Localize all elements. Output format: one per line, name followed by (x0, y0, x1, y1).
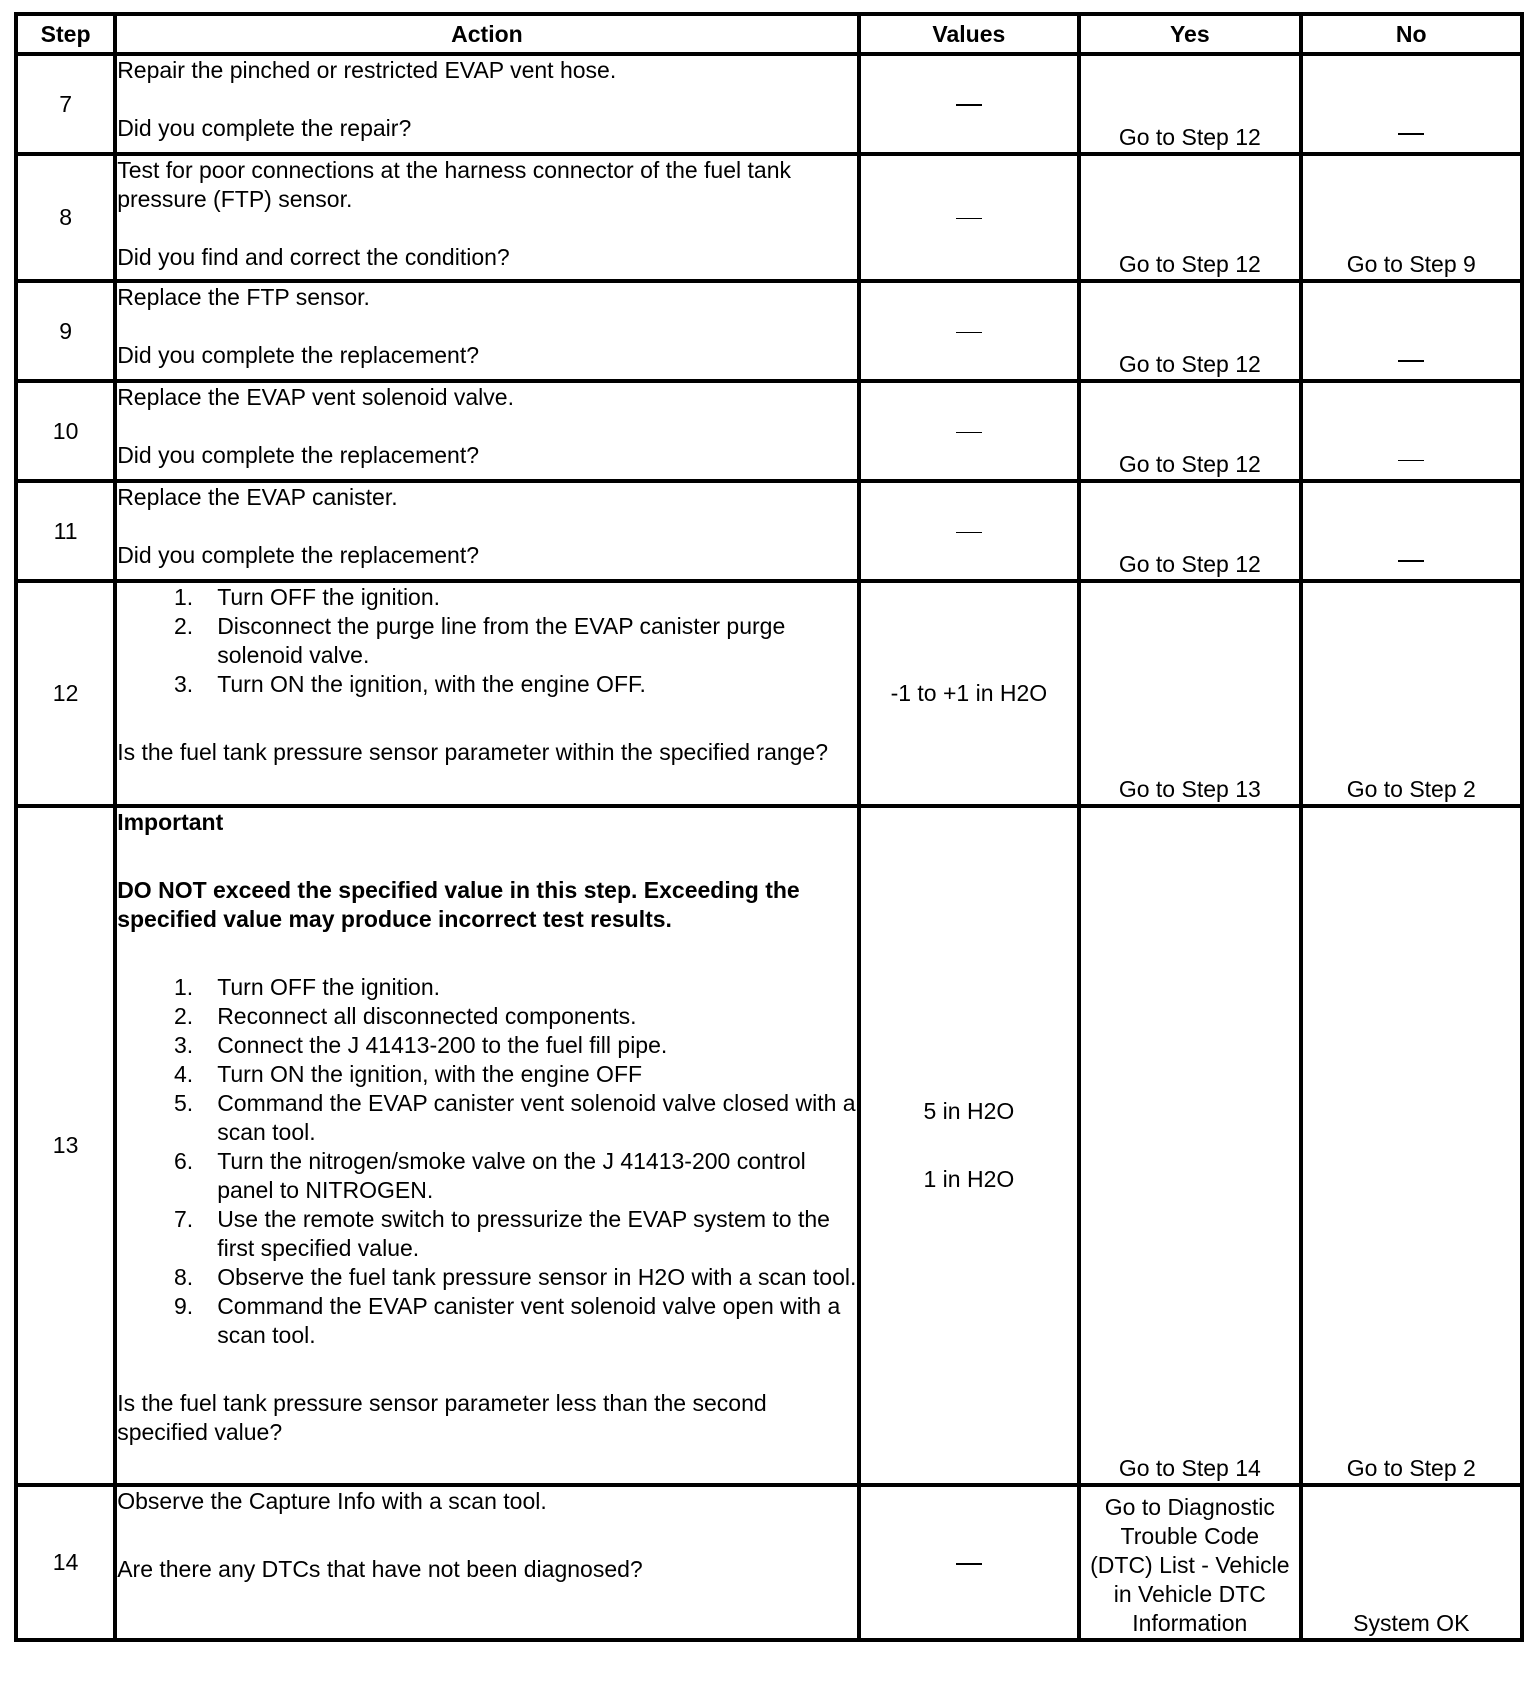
table-row (16, 581, 1522, 806)
first-specified-value: 5 in H2O (923, 1098, 1015, 1124)
header-yes: Yes (1079, 14, 1300, 54)
action-question: Are there any DTCs that have not been diagnosed? (117, 1556, 643, 1582)
yes-cell: Go to Step 12 (1079, 281, 1300, 381)
list-item: 8. Observe the fuel tank pressure sensor in H2O with a scan tool. (174, 1264, 857, 1290)
yes-cell: Go to Step 12 (1079, 481, 1300, 581)
values-cell (859, 381, 1079, 481)
values-cell (859, 281, 1079, 381)
action-question: Did you complete the repair? (117, 115, 412, 141)
step-number: 9 (16, 281, 115, 381)
em-dash (1398, 133, 1424, 135)
no-cell: System OK (1301, 1485, 1522, 1640)
step-number: 10 (16, 381, 115, 481)
em-dash (1398, 560, 1424, 562)
procedure-list (117, 973, 856, 1350)
list-item: 4. Turn ON the ignition, with the engine OFF (174, 1061, 643, 1087)
action-cell (115, 54, 858, 154)
em-dash (956, 332, 982, 333)
no-cell: Go to Step 9 (1301, 154, 1522, 281)
table-row (16, 54, 1522, 154)
list-item: 7. Use the remote switch to pressurize the EVAP system to the first specified value. (174, 1206, 830, 1261)
table-row (16, 1485, 1522, 1640)
no-cell: Go to Step 2 (1301, 581, 1522, 806)
values-cell (859, 1485, 1079, 1640)
action-question: Is the fuel tank pressure sensor parameter less than the second specified value? (117, 1390, 767, 1445)
yes-cell (1079, 1485, 1300, 1640)
table-row (16, 481, 1522, 581)
table-row (16, 154, 1522, 281)
action-cell (115, 581, 858, 806)
action-text: Replace the EVAP vent solenoid valve. (117, 384, 514, 410)
step-number: 7 (16, 54, 115, 154)
yes-cell: Go to Step 13 (1079, 581, 1300, 806)
list-item: 6. Turn the nitrogen/smoke valve on the J 41413-200 control panel to NITROGEN. (174, 1148, 806, 1203)
header-no: No (1301, 14, 1522, 54)
no-cell (1301, 281, 1522, 381)
action-text: Test for poor connections at the harness connector of the fuel tank pressure (FTP) sensor. (117, 157, 791, 212)
header-row (16, 14, 1522, 54)
no-cell: Go to Step 2 (1301, 806, 1522, 1485)
action-cell (115, 154, 858, 281)
action-text: Replace the FTP sensor. (117, 284, 370, 310)
list-item: 3. Turn ON the ignition, with the engine OFF. (174, 671, 646, 697)
em-dash (956, 432, 982, 433)
second-specified-value: 1 in H2O (923, 1166, 1015, 1192)
diagnostic-table (14, 12, 1524, 1642)
list-item: 1. Turn OFF the ignition. (174, 584, 441, 610)
action-question: Did you complete the replacement? (117, 442, 479, 468)
step-number: 14 (16, 1485, 115, 1640)
list-item: 3. Connect the J 41413-200 to the fuel fill pipe. (174, 1032, 668, 1058)
step-number: 13 (16, 806, 115, 1485)
action-cell (115, 381, 858, 481)
header-values: Values (859, 14, 1079, 54)
step-number: 8 (16, 154, 115, 281)
header-action: Action (115, 14, 858, 54)
action-text: Replace the EVAP canister. (117, 484, 398, 510)
yes-cell: Go to Step 12 (1079, 381, 1300, 481)
em-dash (956, 1563, 982, 1565)
values-cell (859, 806, 1079, 1485)
dtc-list-link-text: Go to Diagnostic Trouble Code (DTC) List - Vehicle in Vehicle DTC Information (1090, 1494, 1290, 1636)
list-item: 2. Reconnect all disconnected components. (174, 1003, 637, 1029)
action-question: Did you complete the replacement? (117, 542, 479, 568)
action-cell (115, 1485, 858, 1640)
action-question: Is the fuel tank pressure sensor parameter within the specified range? (117, 739, 829, 765)
em-dash (956, 104, 982, 106)
no-cell (1301, 481, 1522, 581)
values-cell (859, 481, 1079, 581)
em-dash (956, 218, 982, 219)
yes-cell: Go to Step 12 (1079, 154, 1300, 281)
action-cell (115, 806, 858, 1485)
yes-cell: Go to Step 14 (1079, 806, 1300, 1485)
em-dash (956, 532, 982, 533)
no-cell (1301, 381, 1522, 481)
yes-cell: Go to Step 12 (1079, 54, 1300, 154)
em-dash (1398, 460, 1424, 461)
step-number: 11 (16, 481, 115, 581)
table-row (16, 281, 1522, 381)
procedure-list (117, 583, 856, 699)
action-text: Observe the Capture Info with a scan tool. (117, 1488, 547, 1514)
list-item: 5. Command the EVAP canister vent solenoid valve closed with a scan tool. (174, 1090, 856, 1145)
no-cell (1301, 54, 1522, 154)
step-number: 12 (16, 581, 115, 806)
action-question: Did you find and correct the condition? (117, 244, 510, 270)
em-dash (1398, 360, 1424, 362)
list-item: 9. Command the EVAP canister vent solenoid valve open with a scan tool. (174, 1293, 841, 1348)
values-cell (859, 54, 1079, 154)
values-cell: -1 to +1 in H2O (859, 581, 1079, 806)
action-cell (115, 481, 858, 581)
table-row (16, 806, 1522, 1485)
values-cell (859, 154, 1079, 281)
list-item: 2. Disconnect the purge line from the EVAP canister purge solenoid valve. (174, 613, 786, 668)
action-text: Repair the pinched or restricted EVAP vent hose. (117, 57, 617, 83)
important-title: Important (117, 809, 224, 835)
table-row (16, 381, 1522, 481)
list-item: 1. Turn OFF the ignition. (174, 974, 441, 1000)
important-text: DO NOT exceed the specified value in this step. Exceeding the specified value may produce incorrect test results. (117, 877, 800, 932)
action-cell (115, 281, 858, 381)
header-step: Step (16, 14, 115, 54)
action-question: Did you complete the replacement? (117, 342, 479, 368)
